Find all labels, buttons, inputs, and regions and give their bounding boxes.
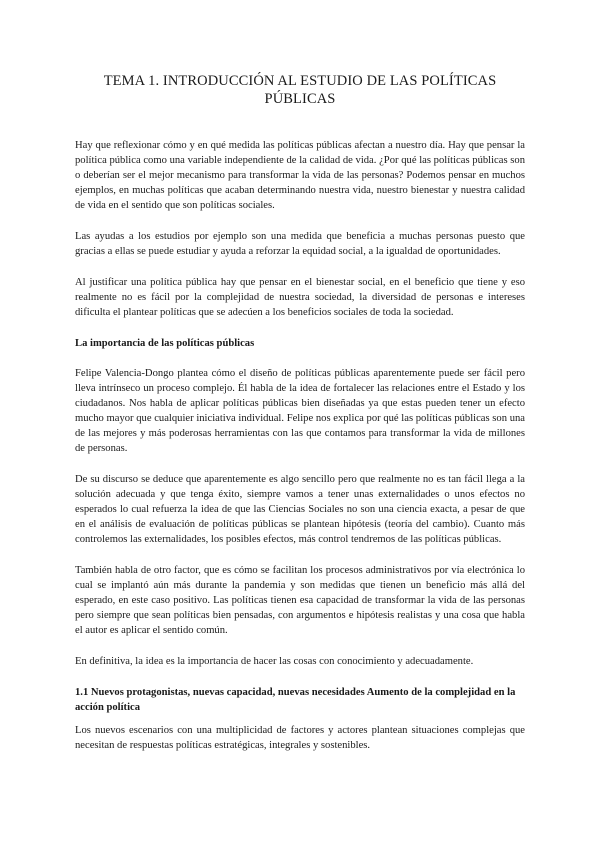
paragraph: En definitiva, la idea es la importancia de hacer las cosas con conocimiento y adecuadamente. xyxy=(75,656,474,667)
page-title: TEMA 1. INTRODUCCIÓN AL ESTUDIO DE LAS POLÍTICAS PÚBLICAS xyxy=(103,73,497,107)
paragraph: Felipe Valencia-Dongo plantea cómo el diseño de políticas públicas aparentemente puede ser fácil pero lleva intrínseco un proceso complejo. Él habla de la idea de fortalecer las relaciones entre el Estado y los ciudadanos. Nos habla de aplicar políticas públicas bien diseñadas ya que estas pueden tener un efecto mucho mayor que cualquier iniciativa individual. Felipe nos explica por qué las políticas públicas son una de las mejores y más poderosas herramientas con las que contamos para transformar la vida de millones de personas. xyxy=(75,368,525,454)
paragraph: Las ayudas a los estudios por ejemplo son una medida que beneficia a muchas personas puesto que gracias a ellas se puede estudiar y ayuda a reforzar la equidad social, a la igualdad de oportunidades. xyxy=(75,231,525,257)
section-heading: La importancia de las políticas públicas xyxy=(75,338,255,349)
subsection-heading: 1.1 Nuevos protagonistas, nuevas capacidad, nuevas necesidades Aumento de la complejidad en la acción política xyxy=(75,687,516,713)
paragraph: De su discurso se deduce que aparentemente es algo sencillo pero que realmente no es tan fácil llega a la solución adecuada y que tenga éxito, siempre vamos a tener unas externalidades o unos efectos no esperados lo cual refuerza la idea de que las Ciencias Sociales no son una ciencia exacta, a pesar de que en el análisis de evaluación de políticas públicas se plantean hipótesis (teoría del cambio). Cuanto más controlemos las externalidades, los posibles efectos, más control tendremos de las políticas públicas. xyxy=(75,474,525,545)
paragraph: También habla de otro factor, que es cómo se facilitan los procesos administrativos por vía electrónica lo cual se implantó aún más durante la pandemia y son medidas que tienen un beneficio más allá del esperado, en este caso positivo. Las políticas tienen esa capacidad de transformar la vida de las personas pero siempre que sean políticas bien pensadas, con argumentos e hipótesis realistas y una cosa que habla el autor es aplicar el sentido común. xyxy=(75,565,525,636)
paragraph: Al justificar una política pública hay que pensar en el bienestar social, en el beneficio que tiene y eso realmente no es fácil por la complejidad de nuestra sociedad, la diversidad de personas e intereses dificulta el plantear políticas que se adecúen a los beneficios sociales de toda la sociedad. xyxy=(75,277,525,318)
paragraph: Los nuevos escenarios con una multiplicidad de factores y actores plantean situaciones complejas que necesitan de respuestas políticas estratégicas, integrales y sostenibles. xyxy=(75,725,525,751)
paragraph: Hay que reflexionar cómo y en qué medida las políticas públicas afectan a nuestro día. Hay que pensar la política pública como una variable independiente de la calidad de vida. ¿Por qué las políticas públicas son o deberían ser el mejor mecanismo para transformar la vida de las personas? Podemos pensar en muchos ejemplos, en muchas políticas que acaban determinando nuestra vida, nuestro bienestar y nuestra calidad de vida en el sentido que son políticas sociales. xyxy=(75,140,525,211)
